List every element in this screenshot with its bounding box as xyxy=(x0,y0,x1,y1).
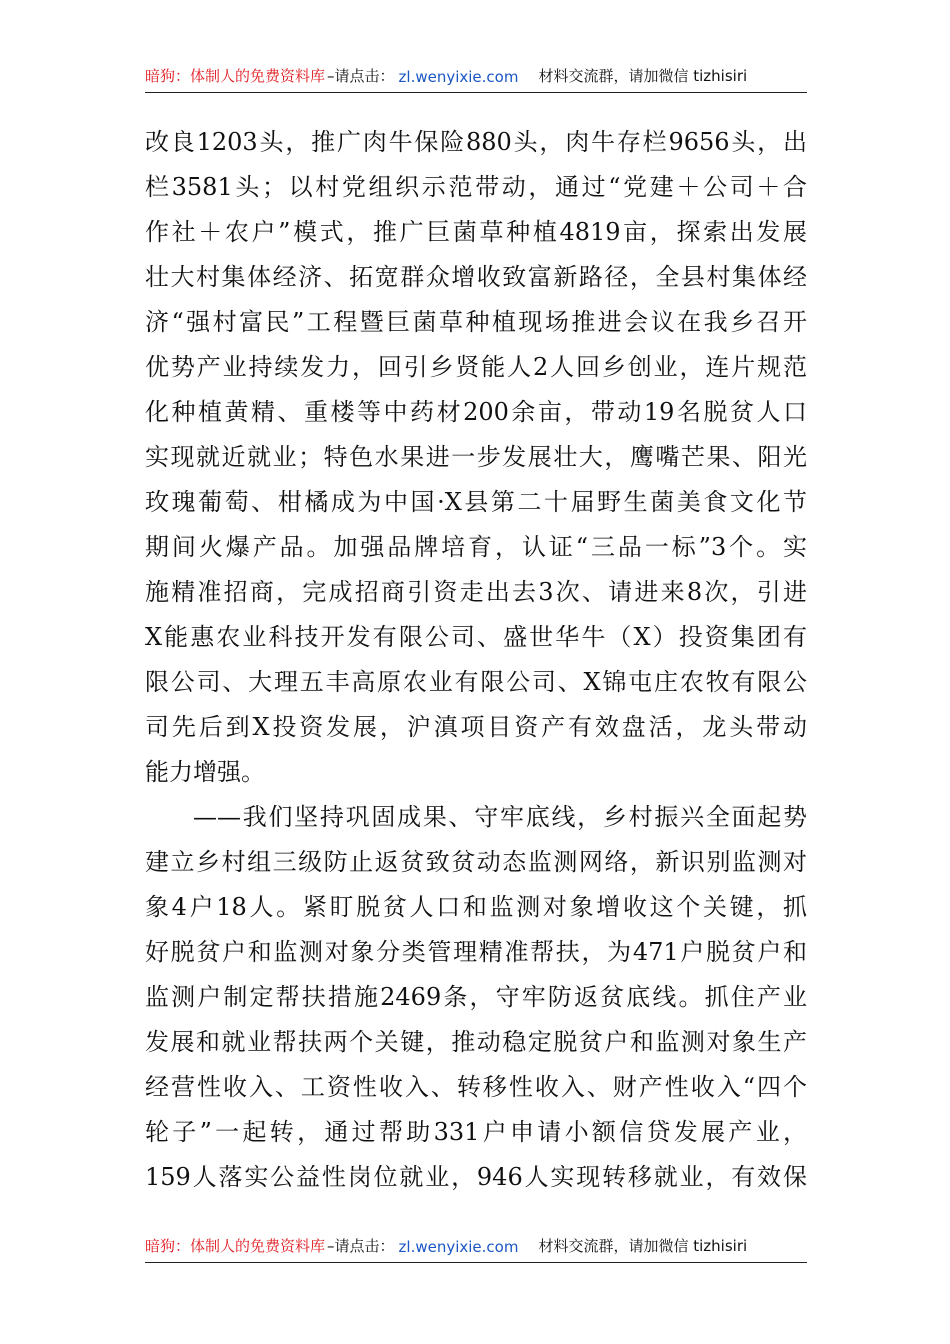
text-line: 优势产业持续发力，回引乡贤能人2人回乡创业，连片规范 xyxy=(145,353,807,381)
header-link[interactable]: zl.wenyixie.com xyxy=(398,68,519,86)
text-line: 实现就近就业；特色水果进一步发展壮大，鹰嘴芒果、阳光 xyxy=(145,443,807,471)
footer-separator: –请点击： xyxy=(327,1237,395,1255)
text-line: ——我们坚持巩固成果、守牢底线，乡村振兴全面起势 xyxy=(193,803,807,831)
text-line: 159人落实公益性岗位就业，946人实现转移就业，有效保 xyxy=(145,1163,807,1191)
text-line: X能惠农业科技开发有限公司、盛世华牛（X）投资集团有 xyxy=(145,623,807,651)
text-line: 限公司、大理五丰高原农业有限公司、X锦屯庄农牧有限公 xyxy=(145,668,807,696)
document-body xyxy=(145,120,807,1200)
text-line: 期间火爆产品。加强品牌培育，认证“三品一标”3个。实 xyxy=(145,533,807,561)
header-contact: 材料交流群，请加微信 tizhisiri xyxy=(538,67,748,85)
text-line: 施精准招商，完成招商引资走出去3次、请进来8次，引进 xyxy=(145,578,807,606)
text-line: 济“强村富民”工程暨巨菌草种植现场推进会议在我乡召开 xyxy=(145,308,807,336)
paragraph-2 xyxy=(145,795,807,1200)
header-brand: 暗狗：体制人的免费资料库 xyxy=(145,67,326,85)
page-header xyxy=(145,58,807,93)
text-line: 司先后到X投资发展，沪滇项目资产有效盘活，龙头带动 xyxy=(145,713,807,741)
header-separator: –请点击： xyxy=(327,67,395,85)
text-line: 经营性收入、工资性收入、转移性收入、财产性收入“四个 xyxy=(145,1073,807,1101)
footer-link[interactable]: zl.wenyixie.com xyxy=(398,1238,519,1256)
text-line: 壮大村集体经济、拓宽群众增收致富新路径，全县村集体经 xyxy=(145,263,807,291)
text-line: 轮子”一起转，通过帮助331户申请小额信贷发展产业， xyxy=(145,1118,807,1146)
text-line: 好脱贫户和监测对象分类管理精准帮扶，为471户脱贫户和 xyxy=(145,938,807,966)
text-line: 作社＋农户”模式，推广巨菌草种植4819亩，探索出发展 xyxy=(145,218,807,246)
text-line: 玫瑰葡萄、柑橘成为中国·X县第二十届野生菌美食文化节 xyxy=(145,488,807,516)
paragraph-1 xyxy=(145,120,807,795)
text-line: 建立乡村组三级防止返贫致贫动态监测网络，新识别监测对 xyxy=(145,848,807,876)
text-line: 栏3581头；以村党组织示范带动，通过“党建＋公司＋合 xyxy=(145,173,807,201)
page-footer xyxy=(145,1228,807,1263)
text-line: 能力增强。 xyxy=(145,758,265,786)
text-line: 化种植黄精、重楼等中药材200余亩，带动19名脱贫人口 xyxy=(145,398,807,426)
footer-contact: 材料交流群，请加微信 tizhisiri xyxy=(538,1237,748,1255)
text-line: 改良1203头，推广肉牛保险880头，肉牛存栏9656头，出 xyxy=(145,128,807,156)
footer-brand: 暗狗：体制人的免费资料库 xyxy=(145,1237,326,1255)
text-line: 发展和就业帮扶两个关键，推动稳定脱贫户和监测对象生产 xyxy=(145,1028,807,1056)
text-line: 监测户制定帮扶措施2469条，守牢防返贫底线。抓住产业 xyxy=(145,983,807,1011)
text-line: 象4户18人。紧盯脱贫人口和监测对象增收这个关键，抓 xyxy=(145,893,807,921)
